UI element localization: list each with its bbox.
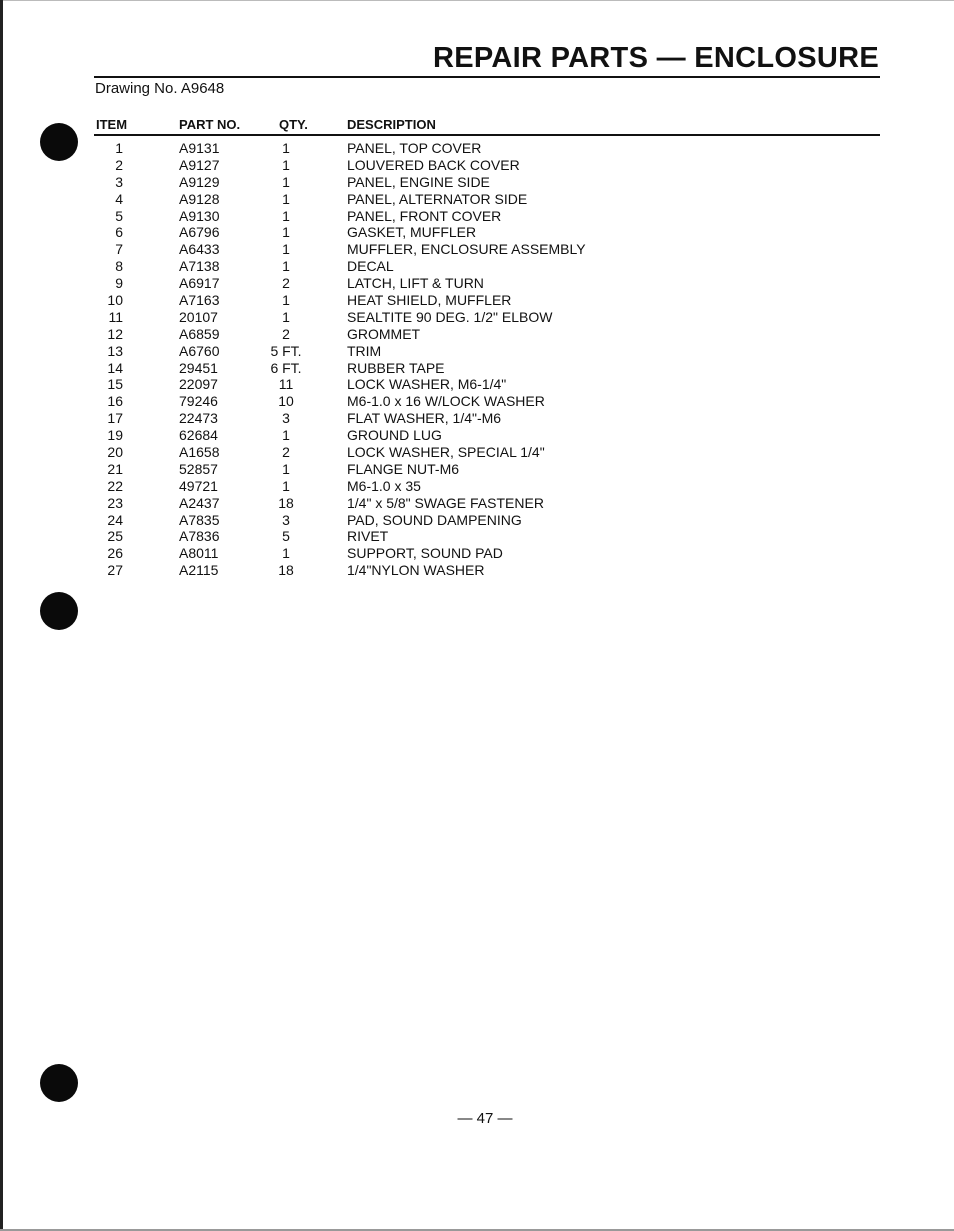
qty-cell: 1 xyxy=(282,140,290,156)
qty-cell: 2 xyxy=(282,275,290,292)
qty-cell: 5 FT. xyxy=(270,342,302,359)
qty-cell: 1 xyxy=(282,477,290,494)
part-no-cell: 52857 xyxy=(179,460,218,477)
part-no-cell: A9127 xyxy=(179,156,220,173)
qty-cell: 10 xyxy=(278,393,294,410)
description-cell: FLAT WASHER, 1/4"-M6 xyxy=(347,410,502,427)
description-cell: TRIM xyxy=(347,342,382,359)
description-cell: PAD, SOUND DAMPENING xyxy=(347,511,522,528)
item-cell: 15 xyxy=(107,376,123,393)
table-row xyxy=(0,528,954,545)
part-no-cell: 79246 xyxy=(179,393,218,410)
table-row xyxy=(0,512,954,529)
description-cell: 1/4"NYLON WASHER xyxy=(347,562,485,579)
item-cell: 5 xyxy=(115,207,123,224)
description-cell: PANEL, ALTERNATOR SIDE xyxy=(347,190,528,207)
qty-cell: 5 xyxy=(282,528,290,545)
title-rule xyxy=(94,76,880,78)
description-cell: GROUND LUG xyxy=(347,427,442,444)
table-row xyxy=(0,562,954,579)
description-cell: PANEL, FRONT COVER xyxy=(347,207,502,224)
item-cell: 2 xyxy=(115,156,123,173)
column-header-description: DESCRIPTION xyxy=(347,117,436,132)
description-cell: GASKET, MUFFLER xyxy=(347,224,477,241)
table-row xyxy=(0,208,954,225)
qty-cell: 1 xyxy=(282,173,290,190)
header-rule xyxy=(94,134,880,136)
qty-cell: 1 xyxy=(282,241,290,258)
item-cell: 7 xyxy=(115,241,123,258)
qty-cell: 1 xyxy=(282,292,290,309)
part-no-cell: A9129 xyxy=(179,173,220,190)
item-cell: 10 xyxy=(107,292,123,309)
part-no-cell: A8011 xyxy=(179,545,219,562)
qty-cell: 2 xyxy=(282,444,290,461)
qty-cell: 3 xyxy=(282,410,290,427)
description-cell: LOCK WASHER, M6-1/4" xyxy=(347,376,507,393)
table-row xyxy=(0,376,954,393)
part-no-cell: 20107 xyxy=(179,308,218,325)
item-cell: 1 xyxy=(115,140,123,156)
item-cell: 23 xyxy=(107,494,123,511)
description-cell: SEALTITE 90 DEG. 1/2" ELBOW xyxy=(347,308,553,325)
punch-hole-bottom xyxy=(40,1064,78,1102)
table-row xyxy=(0,241,954,258)
table-row xyxy=(0,224,954,241)
description-cell: RIVET xyxy=(347,528,389,545)
table-row xyxy=(0,309,954,326)
qty-cell: 11 xyxy=(278,376,294,393)
qty-cell: 1 xyxy=(282,460,290,477)
qty-cell: 1 xyxy=(282,427,290,444)
item-cell: 16 xyxy=(107,393,123,410)
description-cell: PANEL, TOP COVER xyxy=(347,140,482,156)
qty-cell: 1 xyxy=(282,308,290,325)
part-no-cell: A6917 xyxy=(179,275,220,292)
part-no-cell: A6796 xyxy=(179,224,220,241)
description-cell: GROMMET xyxy=(347,325,421,342)
part-no-cell: A9131 xyxy=(179,140,220,156)
description-cell: LOCK WASHER, SPECIAL 1/4" xyxy=(347,444,545,461)
qty-cell: 1 xyxy=(282,207,290,224)
part-no-cell: A2437 xyxy=(179,494,220,511)
table-row xyxy=(0,191,954,208)
part-no-cell: 22473 xyxy=(179,410,218,427)
qty-cell: 2 xyxy=(282,325,290,342)
page-top-edge xyxy=(0,0,954,1)
qty-cell: 18 xyxy=(278,562,294,579)
item-cell: 21 xyxy=(107,460,123,477)
table-row xyxy=(0,326,954,343)
description-cell: HEAT SHIELD, MUFFLER xyxy=(347,292,512,309)
table-row xyxy=(0,258,954,275)
table-row xyxy=(0,393,954,410)
part-no-cell: A2115 xyxy=(179,562,219,579)
item-cell: 13 xyxy=(107,342,123,359)
part-no-cell: 49721 xyxy=(179,477,218,494)
table-row xyxy=(0,495,954,512)
description-cell: PANEL, ENGINE SIDE xyxy=(347,173,490,190)
part-no-cell: A7835 xyxy=(179,511,220,528)
part-no-cell: A7138 xyxy=(179,258,220,275)
item-cell: 22 xyxy=(107,477,123,494)
item-cell: 4 xyxy=(115,190,123,207)
column-header-item: ITEM xyxy=(96,117,128,132)
description-cell: 1/4" x 5/8" SWAGE FASTENER xyxy=(347,494,544,511)
parts-table xyxy=(0,140,954,579)
qty-cell: 1 xyxy=(282,545,290,562)
item-cell: 12 xyxy=(107,325,123,342)
description-cell: LATCH, LIFT & TURN xyxy=(347,275,484,292)
table-row xyxy=(0,174,954,191)
description-cell: SUPPORT, SOUND PAD xyxy=(347,545,503,562)
part-no-cell: A9128 xyxy=(179,190,220,207)
item-cell: 17 xyxy=(107,410,123,427)
item-cell: 3 xyxy=(115,173,123,190)
page-number: — 47 — xyxy=(457,1110,513,1127)
table-row xyxy=(0,292,954,309)
item-cell: 6 xyxy=(115,224,123,241)
part-no-cell: A6433 xyxy=(179,241,220,258)
description-cell: FLANGE NUT-M6 xyxy=(347,460,460,477)
column-header-part-no: PART NO. xyxy=(179,117,241,132)
description-cell: M6-1.0 x 16 W/LOCK WASHER xyxy=(347,393,545,410)
drawing-number: Drawing No. A9648 xyxy=(95,80,225,97)
part-no-cell: A6859 xyxy=(179,325,220,342)
qty-cell: 1 xyxy=(282,156,290,173)
qty-cell: 18 xyxy=(278,494,294,511)
item-cell: 25 xyxy=(107,528,123,545)
qty-cell: 1 xyxy=(282,190,290,207)
qty-cell: 1 xyxy=(282,258,290,275)
part-no-cell: 62684 xyxy=(179,427,218,444)
table-row xyxy=(0,360,954,377)
item-cell: 27 xyxy=(107,562,123,579)
item-cell: 24 xyxy=(107,511,123,528)
table-row xyxy=(0,427,954,444)
item-cell: 14 xyxy=(107,359,123,376)
description-cell: RUBBER TAPE xyxy=(347,359,445,376)
part-no-cell: A7163 xyxy=(179,292,220,309)
punch-hole-middle xyxy=(40,592,78,630)
table-row xyxy=(0,343,954,360)
table-row xyxy=(0,478,954,495)
table-row xyxy=(0,157,954,174)
description-cell: DECAL xyxy=(347,258,394,275)
page-title: REPAIR PARTS — ENCLOSURE xyxy=(433,42,879,74)
qty-cell: 1 xyxy=(282,224,290,241)
item-cell: 11 xyxy=(108,308,123,325)
part-no-cell: A1658 xyxy=(179,444,220,461)
part-no-cell: 29451 xyxy=(179,359,218,376)
item-cell: 9 xyxy=(115,275,123,292)
table-row xyxy=(0,461,954,478)
description-cell: LOUVERED BACK COVER xyxy=(347,156,520,173)
description-cell: M6-1.0 x 35 xyxy=(347,477,421,494)
qty-cell: 6 FT. xyxy=(270,359,302,376)
part-no-cell: A7836 xyxy=(179,528,220,545)
table-row xyxy=(0,545,954,562)
table-row xyxy=(0,444,954,461)
item-cell: 8 xyxy=(115,258,123,275)
description-cell: MUFFLER, ENCLOSURE ASSEMBLY xyxy=(347,241,586,258)
table-row xyxy=(0,410,954,427)
table-row xyxy=(0,140,954,157)
item-cell: 20 xyxy=(107,444,123,461)
part-no-cell: 22097 xyxy=(179,376,218,393)
part-no-cell: A6760 xyxy=(179,342,220,359)
column-header-qty: QTY. xyxy=(279,117,308,132)
item-cell: 19 xyxy=(107,427,123,444)
part-no-cell: A9130 xyxy=(179,207,220,224)
table-row xyxy=(0,275,954,292)
item-cell: 26 xyxy=(107,545,123,562)
qty-cell: 3 xyxy=(282,511,290,528)
